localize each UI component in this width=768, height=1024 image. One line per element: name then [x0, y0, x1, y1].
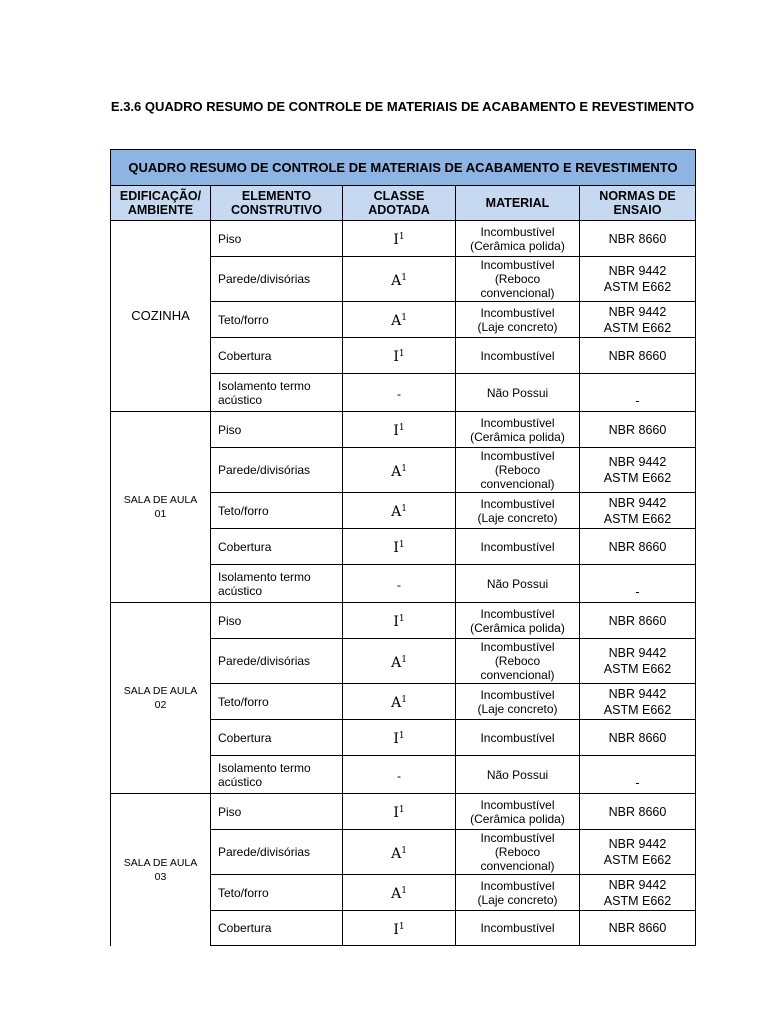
norma-line: NBR 8660 [608, 613, 667, 628]
table-body [111, 221, 696, 946]
material-line: convencional) [480, 859, 555, 873]
classe-letter: I [393, 232, 399, 248]
norma-cell [580, 302, 696, 338]
elemento-cell: Piso [211, 412, 343, 448]
norma-cell [580, 603, 696, 639]
elemento-cell: Cobertura [211, 338, 343, 374]
classe-superscript: 1 [398, 349, 405, 359]
classe-superscript: 1 [398, 731, 405, 741]
elemento-cell: Piso [211, 794, 343, 830]
classe-cell [343, 448, 456, 493]
material-line: (Cerâmica polida) [470, 429, 565, 444]
classe-superscript: 1 [398, 540, 405, 550]
norma-cell [580, 830, 696, 875]
ambiente-label: SALA DE AULA [123, 856, 198, 869]
classe-letter: A [391, 463, 402, 480]
norma-cell [580, 875, 696, 911]
material-cell [456, 374, 580, 412]
norma-line: ASTM E662 [603, 893, 672, 908]
header-normas: NORMAS DE ENSAIO [580, 186, 696, 221]
material-cell [456, 448, 580, 493]
material-line: (Laje concreto) [477, 319, 558, 334]
norma-cell [580, 639, 696, 684]
classe-cell [343, 875, 456, 911]
elemento-cell: Teto/forro [211, 493, 343, 529]
classe-cell [343, 257, 456, 302]
norma-cell [580, 794, 696, 830]
elemento-cell: Cobertura [211, 720, 343, 756]
norma-line: NBR 8660 [608, 539, 667, 554]
norma-cell [580, 221, 696, 257]
classe-letter: A [391, 695, 402, 711]
norma-line: NBR 9442 [608, 495, 667, 510]
material-line: Incombustível [480, 797, 555, 812]
material-line: (Cerâmica polida) [470, 238, 565, 253]
material-line: Incombustível [480, 348, 555, 363]
material-line: Incombustível [480, 224, 555, 239]
material-line: Incombustível [480, 539, 555, 554]
material-line: Incombustível [480, 687, 555, 702]
ambiente-label: SALA DE AULA [123, 685, 198, 697]
classe-cell [343, 529, 456, 565]
material-cell [456, 338, 580, 374]
classe-superscript: 1 [398, 423, 405, 433]
norma-cell [580, 720, 696, 756]
classe-cell [343, 830, 456, 875]
material-line: (Cerâmica polida) [470, 620, 565, 635]
classe-letter: I [393, 805, 399, 821]
norma-line: NBR 9442 [608, 455, 667, 469]
material-line: Incombustível [480, 730, 555, 745]
norma-line: ASTM E662 [603, 320, 672, 335]
norma-line: NBR 8660 [608, 348, 667, 363]
material-line: Incombustível [480, 449, 555, 463]
classe-superscript: 1 [401, 695, 407, 705]
elemento-cell: Isolamento termo acústico [211, 374, 343, 412]
elemento-cell: Isolamento termo acústico [211, 756, 343, 794]
ambiente-number: 03 [154, 870, 167, 883]
norma-line: NBR 8660 [608, 921, 667, 935]
classe-cell [343, 794, 456, 830]
norma-line: ASTM E662 [603, 853, 672, 867]
classe-letter: - [397, 769, 401, 783]
elemento-cell: Isolamento termo acústico [211, 565, 343, 603]
classe-letter: I [393, 731, 399, 747]
classe-superscript: 1 [401, 272, 407, 283]
classe-cell [343, 684, 456, 720]
material-line: Incombustível [480, 640, 555, 654]
norma-cell [580, 493, 696, 529]
material-cell [456, 756, 580, 794]
norma-line: ASTM E662 [603, 511, 672, 526]
header-material: MATERIAL [456, 186, 580, 221]
ambiente-cell [111, 794, 211, 946]
norma-line: NBR 8660 [608, 804, 667, 819]
norma-line: - [635, 585, 640, 599]
table-title: QUADRO RESUMO DE CONTROLE DE MATERIAIS DE ACABAMENTO E REVESTIMENTO [111, 150, 696, 186]
material-line: (Reboco [494, 272, 541, 286]
ambiente-cell [111, 603, 211, 794]
elemento-cell: Parede/divisórias [211, 257, 343, 302]
ambiente-cell [111, 412, 211, 603]
elemento-cell: Piso [211, 221, 343, 257]
classe-cell [343, 639, 456, 684]
classe-superscript: 1 [401, 313, 407, 323]
elemento-cell: Teto/forro [211, 684, 343, 720]
material-line: convencional) [480, 668, 555, 682]
material-line: (Laje concreto) [477, 701, 558, 716]
classe-letter: A [391, 272, 402, 289]
header-ambiente: EDIFICAÇÃO/ AMBIENTE [111, 186, 211, 221]
table-row [111, 412, 696, 448]
classe-superscript: 1 [401, 886, 407, 896]
classe-letter: I [393, 614, 399, 630]
material-line: Incombustível [480, 496, 555, 511]
material-cell [456, 830, 580, 875]
material-cell [456, 221, 580, 257]
norma-cell [580, 374, 696, 412]
material-line: (Cerâmica polida) [470, 811, 565, 826]
classe-cell [343, 911, 456, 946]
material-line: Incombustível [480, 878, 555, 893]
elemento-cell: Parede/divisórias [211, 830, 343, 875]
classe-superscript: 1 [401, 504, 407, 514]
material-cell [456, 720, 580, 756]
classe-cell [343, 374, 456, 412]
material-cell [456, 529, 580, 565]
classe-letter: A [391, 313, 402, 329]
material-cell [456, 875, 580, 911]
norma-line: ASTM E662 [603, 280, 672, 294]
norma-line: NBR 8660 [608, 422, 667, 437]
classe-letter: I [393, 423, 399, 439]
material-line: convencional) [480, 286, 555, 300]
classe-letter: I [393, 921, 399, 938]
material-cell [456, 639, 580, 684]
ambiente-number: 02 [154, 699, 167, 711]
classe-letter: - [397, 387, 401, 401]
norma-cell [580, 756, 696, 794]
classe-superscript: 1 [401, 845, 407, 856]
material-line: (Laje concreto) [477, 892, 558, 907]
classe-letter: A [391, 504, 402, 520]
classe-superscript: 1 [401, 463, 407, 474]
norma-cell [580, 684, 696, 720]
norma-line: NBR 9442 [608, 646, 667, 660]
classe-cell [343, 756, 456, 794]
header-elemento: ELEMENTO CONSTRUTIVO [211, 186, 343, 221]
header-classe: CLASSE ADOTADA [343, 186, 456, 221]
page-heading: E.3.6 QUADRO RESUMO DE CONTROLE DE MATERIAIS DE ACABAMENTO E REVESTIMENTO [110, 99, 695, 114]
classe-letter: I [393, 540, 399, 556]
material-line: Não Possui [486, 767, 549, 782]
norma-line: NBR 9442 [608, 304, 667, 319]
classe-letter: A [391, 654, 402, 671]
elemento-cell: Cobertura [211, 911, 343, 946]
table-row [111, 603, 696, 639]
classe-cell [343, 302, 456, 338]
material-cell [456, 684, 580, 720]
norma-line: NBR 9442 [608, 686, 667, 701]
ambiente-label: SALA DE AULA [123, 494, 198, 506]
material-line: Incombustível [480, 258, 555, 272]
elemento-cell: Teto/forro [211, 302, 343, 338]
material-line: (Reboco [494, 463, 541, 477]
material-line: (Reboco [494, 845, 541, 859]
material-line: Não Possui [486, 576, 549, 591]
classe-cell [343, 720, 456, 756]
norma-cell [580, 448, 696, 493]
norma-line: ASTM E662 [603, 471, 672, 485]
material-line: Incombustível [480, 921, 555, 935]
elemento-cell: Parede/divisórias [211, 448, 343, 493]
material-line: Incombustível [480, 831, 555, 845]
ambiente-number: 01 [154, 508, 167, 520]
classe-letter: A [391, 845, 402, 862]
material-line: Incombustível [480, 415, 555, 430]
material-line: (Reboco [494, 654, 541, 668]
table-row [111, 221, 696, 257]
norma-cell [580, 529, 696, 565]
norma-line: - [635, 776, 640, 790]
material-cell [456, 493, 580, 529]
material-cell [456, 412, 580, 448]
classe-letter: - [397, 578, 401, 592]
elemento-cell: Teto/forro [211, 875, 343, 911]
norma-cell [580, 911, 696, 946]
elemento-cell: Piso [211, 603, 343, 639]
elemento-cell: Parede/divisórias [211, 639, 343, 684]
norma-line: NBR 9442 [608, 837, 667, 851]
classe-cell [343, 338, 456, 374]
classe-superscript: 1 [398, 614, 405, 624]
norma-line: ASTM E662 [603, 662, 672, 676]
material-line: Incombustível [480, 305, 555, 320]
material-cell [456, 257, 580, 302]
norma-line: ASTM E662 [603, 702, 672, 717]
norma-line: NBR 9442 [608, 877, 667, 892]
classe-superscript: 1 [398, 921, 405, 932]
classe-letter: A [391, 886, 402, 902]
material-line: (Laje concreto) [477, 510, 558, 525]
classe-superscript: 1 [401, 654, 407, 665]
materials-table [110, 149, 696, 946]
norma-line: NBR 8660 [608, 730, 667, 745]
classe-cell [343, 493, 456, 529]
classe-superscript: 1 [398, 805, 405, 815]
material-cell [456, 565, 580, 603]
norma-cell [580, 257, 696, 302]
norma-cell [580, 565, 696, 603]
material-cell [456, 911, 580, 946]
classe-cell [343, 603, 456, 639]
classe-cell [343, 565, 456, 603]
classe-cell [343, 221, 456, 257]
material-line: convencional) [480, 477, 555, 491]
ambiente-cell: COZINHA [111, 221, 211, 412]
material-line: Incombustível [480, 606, 555, 621]
elemento-cell: Cobertura [211, 529, 343, 565]
norma-cell [580, 412, 696, 448]
material-line: Não Possui [486, 385, 549, 400]
material-cell [456, 603, 580, 639]
norma-cell [580, 338, 696, 374]
norma-line: NBR 9442 [608, 264, 667, 278]
material-cell [456, 794, 580, 830]
norma-line: - [635, 394, 640, 408]
classe-cell [343, 412, 456, 448]
table-row [111, 794, 696, 830]
classe-superscript: 1 [398, 232, 405, 242]
norma-line: NBR 8660 [608, 231, 667, 246]
material-cell [456, 302, 580, 338]
classe-letter: I [393, 349, 399, 365]
